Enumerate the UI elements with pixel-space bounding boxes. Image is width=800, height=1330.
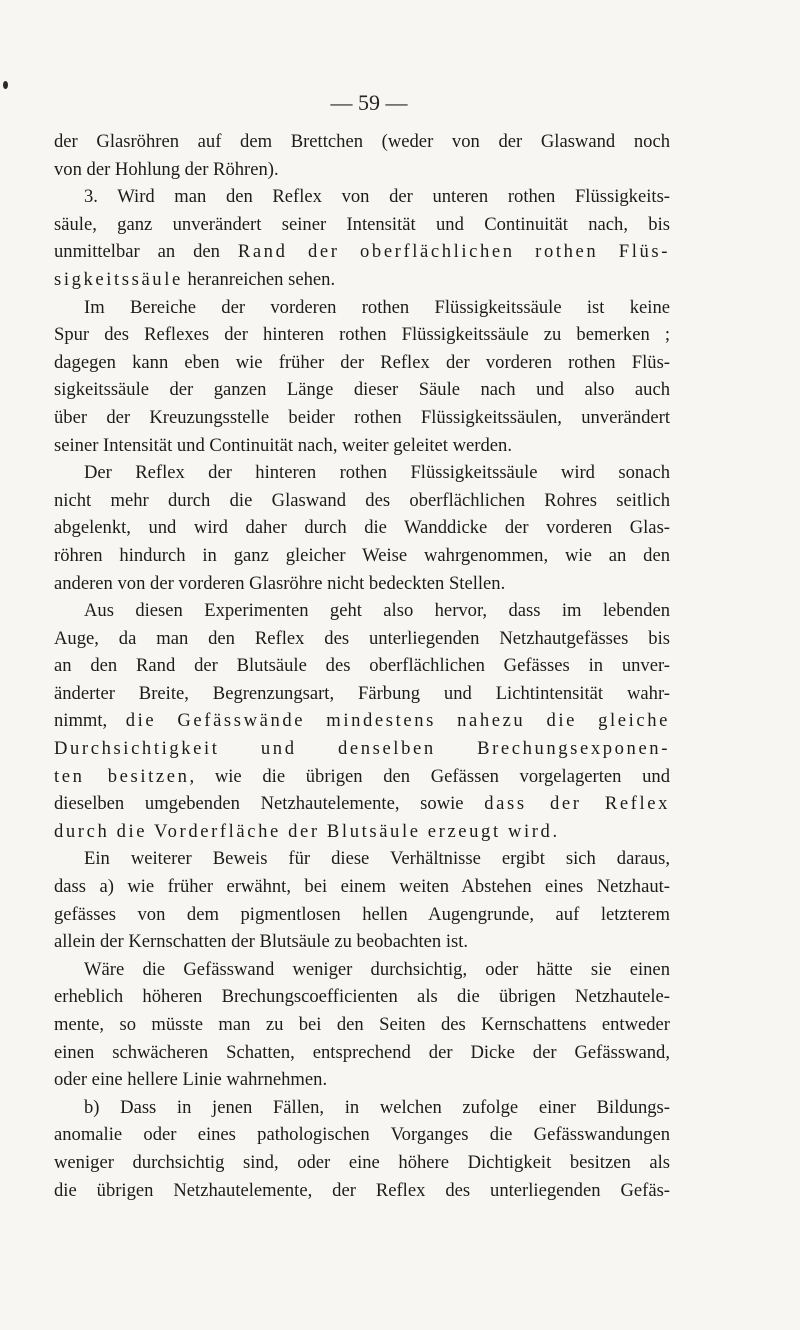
text-line: sigkeitssäule heranreichen sehen. <box>54 268 336 290</box>
text-line: Der Reflex der hinteren rothen Flüssigkeitssäule wird sonach <box>84 462 670 484</box>
text-line: gefässes von dem pigmentlosen hellen Augengrunde, auf letzterem <box>54 903 670 925</box>
text-line: Auge, da man den Reflex des unterliegenden Netzhautgefässes bis <box>54 627 670 649</box>
text-line: Wäre die Gefässwand weniger durchsichtig, oder hätte sie einen <box>84 958 670 980</box>
spaced-emphasis: sigkeitssäule <box>54 268 183 290</box>
text-line: seiner Intensität und Continuität nach, weiter geleitet werden. <box>54 434 512 456</box>
text-line: ten besitzen, wie die übrigen den Gefässen vorgelagerten und <box>54 765 671 787</box>
text-line: anderen von der vorderen Glasröhre nicht bedeckten Stellen. <box>54 572 506 594</box>
text-line: der Glasröhren auf dem Brettchen (weder von der Glaswand noch <box>54 131 670 152</box>
text-line: allein der Kernschatten der Blutsäule zu beobachten ist. <box>54 931 469 953</box>
text-line: erheblich höheren Brechungscoefficienten als die übrigen Netzhautele- <box>54 986 670 1008</box>
spaced-emphasis: durch die Vorderfläche der Blutsäule erzeugt wird. <box>54 820 560 842</box>
text-line: Im Bereiche der vorderen rothen Flüssigkeitssäule ist keine <box>84 296 670 318</box>
text-line: röhren hindurch in ganz gleicher Weise wahrgenommen, wie an den <box>54 544 670 566</box>
text-line: sigkeitssäule der ganzen Länge dieser Säule nach und also auch <box>54 379 670 401</box>
body-text <box>54 128 670 1204</box>
spaced-emphasis: Rand der oberflächlichen rothen Flüs- <box>237 241 670 263</box>
text-line <box>54 735 670 763</box>
text-line: an den Rand der Blutsäule des oberflächlichen Gefässes in unver- <box>54 655 670 677</box>
spaced-emphasis: die Gefässwände mindestens nahezu die gleiche <box>125 710 670 732</box>
document-page <box>54 88 670 1204</box>
spaced-emphasis: ten besitzen <box>54 765 190 787</box>
text-line <box>54 818 670 846</box>
text-line: Aus diesen Experimenten geht also hervor, dass im lebenden <box>84 600 670 622</box>
text-line: 3. Wird man den Reflex von der unteren rothen Flüssigkeits- <box>84 186 670 208</box>
text-line: mente, so müsste man zu bei den Seiten des Kernschattens entweder <box>54 1014 670 1035</box>
margin-ink-mark <box>3 81 8 89</box>
text-line: nicht mehr durch die Glaswand des oberflächlichen Rohres seitlich <box>54 489 670 511</box>
spaced-emphasis: dass der Reflex <box>484 793 670 815</box>
text-line: b) Dass in jenen Fällen, in welchen zufolge einer Bildungs- <box>84 1096 670 1118</box>
text-line: änderter Breite, Begrenzungsart, Färbung und Lichtintensität wahr- <box>54 682 670 704</box>
text-line: dagegen kann eben wie früher der Reflex der vorderen rothen Flüs- <box>54 351 670 373</box>
page-number: — 59 — <box>330 90 408 115</box>
text-line: über der Kreuzungsstelle beider rothen Flüssigkeitssäulen, unverändert <box>54 406 670 428</box>
text-line: oder eine hellere Linie wahrnehmen. <box>54 1069 328 1091</box>
text-line: dieselben umgebenden Netzhautelemente, sowie dass der Reflex <box>54 793 670 815</box>
text-line: von der Hohlung der Röhren). <box>54 158 279 180</box>
text-line: Spur des Reflexes der hinteren rothen Flüssigkeitssäule zu bemerken ; <box>54 324 670 346</box>
text-line: dass a) wie früher erwähnt, bei einem weiten Abstehen eines Netzhaut- <box>54 876 670 898</box>
text-line: weniger durchsichtig sind, oder eine höhere Dichtigkeit besitzen als <box>54 1151 670 1173</box>
text-line: einen schwächeren Schatten, entsprechend der Dicke der Gefässwand, <box>54 1041 670 1063</box>
text-line: abgelenkt, und wird daher durch die Wanddicke der vorderen Glas- <box>54 517 670 539</box>
text-line: Ein weiterer Beweis für diese Verhältnisse ergibt sich daraus, <box>84 848 670 870</box>
text-line: anomalie oder eines pathologischen Vorganges die Gefässwandungen <box>54 1124 670 1146</box>
text-line: die übrigen Netzhautelemente, der Reflex des unterliegenden Gefäs- <box>54 1179 670 1201</box>
spaced-emphasis: Durchsichtigkeit und denselben Brechungsexponen- <box>54 738 670 760</box>
text-line: nimmt, die Gefässwände mindestens nahezu die gleiche <box>54 710 670 732</box>
text-line: säule, ganz unverändert seiner Intensität und Continuität nach, bis <box>54 213 670 235</box>
text-line: unmittelbar an den Rand der oberflächlichen rothen Flüs- <box>54 241 670 263</box>
